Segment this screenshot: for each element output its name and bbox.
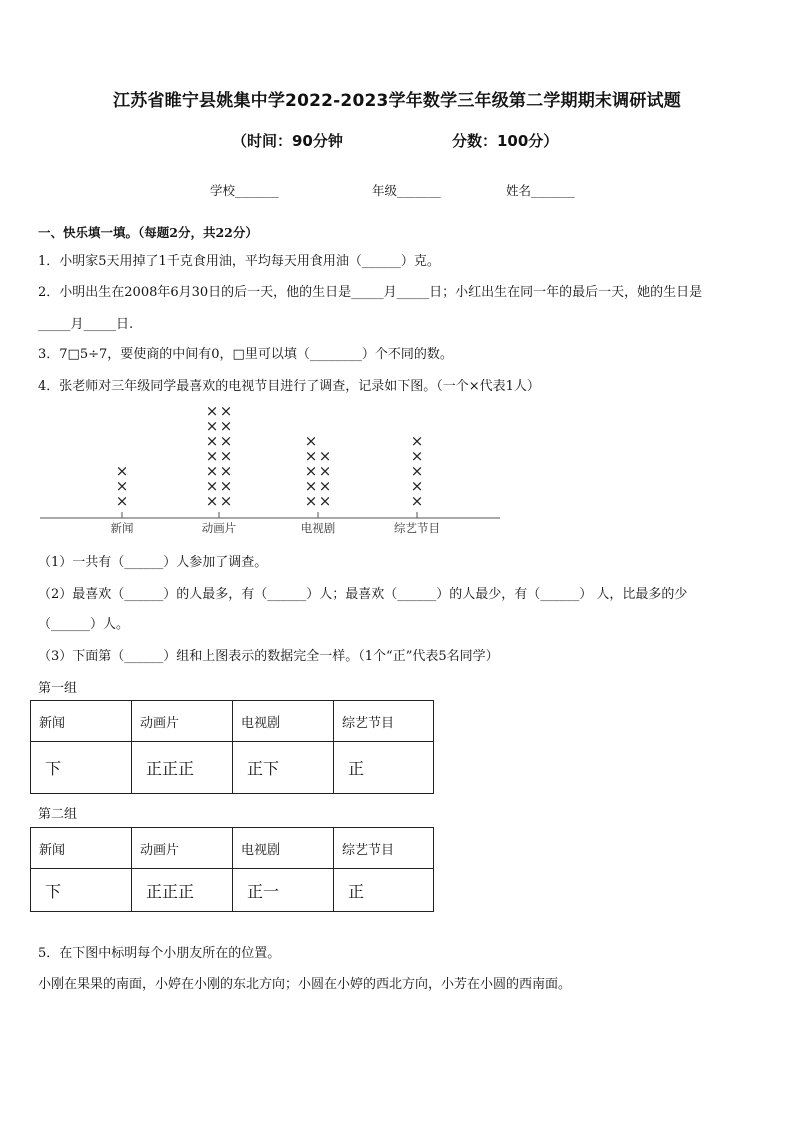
page-title: 江苏省睢宁县姚集中学2022-2023学年数学三年级第二学期期末调研试题	[113, 91, 681, 111]
group2-label: 第二组	[38, 807, 78, 822]
grade-field: 年级_______	[372, 183, 441, 198]
group1-tally-drama: 正下	[233, 742, 334, 794]
chart-mark: ×	[219, 492, 233, 510]
chart-mark: ×	[318, 492, 332, 510]
question-4-2-line1: （2）最喜欢（______）的人最多，有（______）人；最喜欢（______）的人最少，有（______） 人，比最多的少	[38, 587, 688, 602]
chart-mark: ×	[205, 417, 219, 435]
group1-label: 第一组	[38, 681, 78, 696]
question-1: 1．小明家5天用掉了1千克食用油，平均每天用食用油（______）克。	[38, 254, 440, 269]
group2-tally-variety: 正	[334, 869, 434, 912]
chart-mark: ×	[115, 492, 129, 510]
school-field: 学校_______	[210, 183, 279, 198]
chart-mark: ×	[304, 432, 318, 450]
chart-category-label: 动画片	[201, 521, 237, 535]
question-2-line1: 2．小明出生在2008年6月30日的后一天，他的生日是_____月_____日；小红出生在同一年的最后一天，她的生日是	[38, 285, 703, 300]
chart-mark: ×	[219, 402, 233, 420]
chart-mark: ×	[304, 477, 318, 495]
survey-chart	[38, 400, 508, 540]
chart-mark: ×	[410, 432, 424, 450]
question-4-3: （3）下面第（______）组和上图表示的数据完全一样。（1个“正”代表5名同学）	[38, 649, 499, 664]
chart-mark: ×	[205, 402, 219, 420]
chart-category-label: 综艺节目	[394, 521, 440, 535]
question-2-line2: _____月_____日.	[38, 317, 134, 332]
chart-mark: ×	[304, 492, 318, 510]
question-5: 5．在下图中标明每个小朋友所在的位置。	[38, 946, 281, 961]
chart-mark: ×	[410, 447, 424, 465]
chart-mark: ×	[205, 447, 219, 465]
question-4-2-line2: （______）人。	[38, 617, 130, 632]
group2-header-news: 新闻	[31, 828, 132, 869]
chart-mark: ×	[205, 477, 219, 495]
group1-header-drama: 电视剧	[233, 701, 334, 742]
group1-header-news: 新闻	[31, 701, 132, 742]
chart-mark: ×	[304, 462, 318, 480]
chart-mark: ×	[219, 417, 233, 435]
group1-table	[30, 700, 434, 794]
group1-tally-news: 下	[31, 742, 132, 794]
question-3: 3．7□5÷7，要使商的中间有0，□里可以填（________）个不同的数。	[38, 347, 453, 362]
exam-time: （时间：90分钟	[232, 132, 343, 150]
chart-mark: ×	[205, 462, 219, 480]
chart-mark: ×	[205, 492, 219, 510]
group2-tally-news: 下	[31, 869, 132, 912]
chart-mark: ×	[219, 462, 233, 480]
chart-category-label: 电视剧	[300, 521, 336, 535]
chart-mark: ×	[318, 447, 332, 465]
group2-tally-drama: 正一	[233, 869, 334, 912]
chart-mark: ×	[318, 462, 332, 480]
chart-mark: ×	[219, 447, 233, 465]
chart-mark: ×	[115, 462, 129, 480]
question-4-1: （1）一共有（______）人参加了调查。	[38, 555, 268, 570]
chart-category-label: 新闻	[110, 521, 134, 535]
chart-mark: ×	[115, 477, 129, 495]
chart-mark: ×	[205, 432, 219, 450]
chart-mark: ×	[410, 462, 424, 480]
chart-mark: ×	[410, 492, 424, 510]
section-heading: 一、快乐填一填。（每题2分，共22分）	[38, 225, 258, 240]
group2-header-drama: 电视剧	[233, 828, 334, 869]
exam-score: 分数：100分）	[452, 132, 559, 150]
group1-tally-variety: 正	[334, 742, 434, 794]
chart-mark: ×	[219, 477, 233, 495]
group2-table	[30, 827, 434, 912]
group1-header-variety: 综艺节目	[334, 701, 434, 742]
question-4: 4．张老师对三年级同学最喜欢的电视节目进行了调查，记录如下图。（一个×代表1人）	[38, 379, 540, 394]
name-field: 姓名_______	[506, 183, 575, 198]
group2-header-variety: 综艺节目	[334, 828, 434, 869]
group2-tally-cartoon: 正正正	[132, 869, 233, 912]
chart-mark: ×	[304, 447, 318, 465]
chart-mark: ×	[219, 432, 233, 450]
group2-header-cartoon: 动画片	[132, 828, 233, 869]
chart-mark: ×	[318, 477, 332, 495]
question-5-detail: 小刚在果果的南面，小婷在小刚的东北方向；小圆在小婷的西北方向，小芳在小圆的西南面。	[38, 977, 572, 992]
chart-mark: ×	[410, 477, 424, 495]
group1-header-cartoon: 动画片	[132, 701, 233, 742]
group1-tally-cartoon: 正正正	[132, 742, 233, 794]
